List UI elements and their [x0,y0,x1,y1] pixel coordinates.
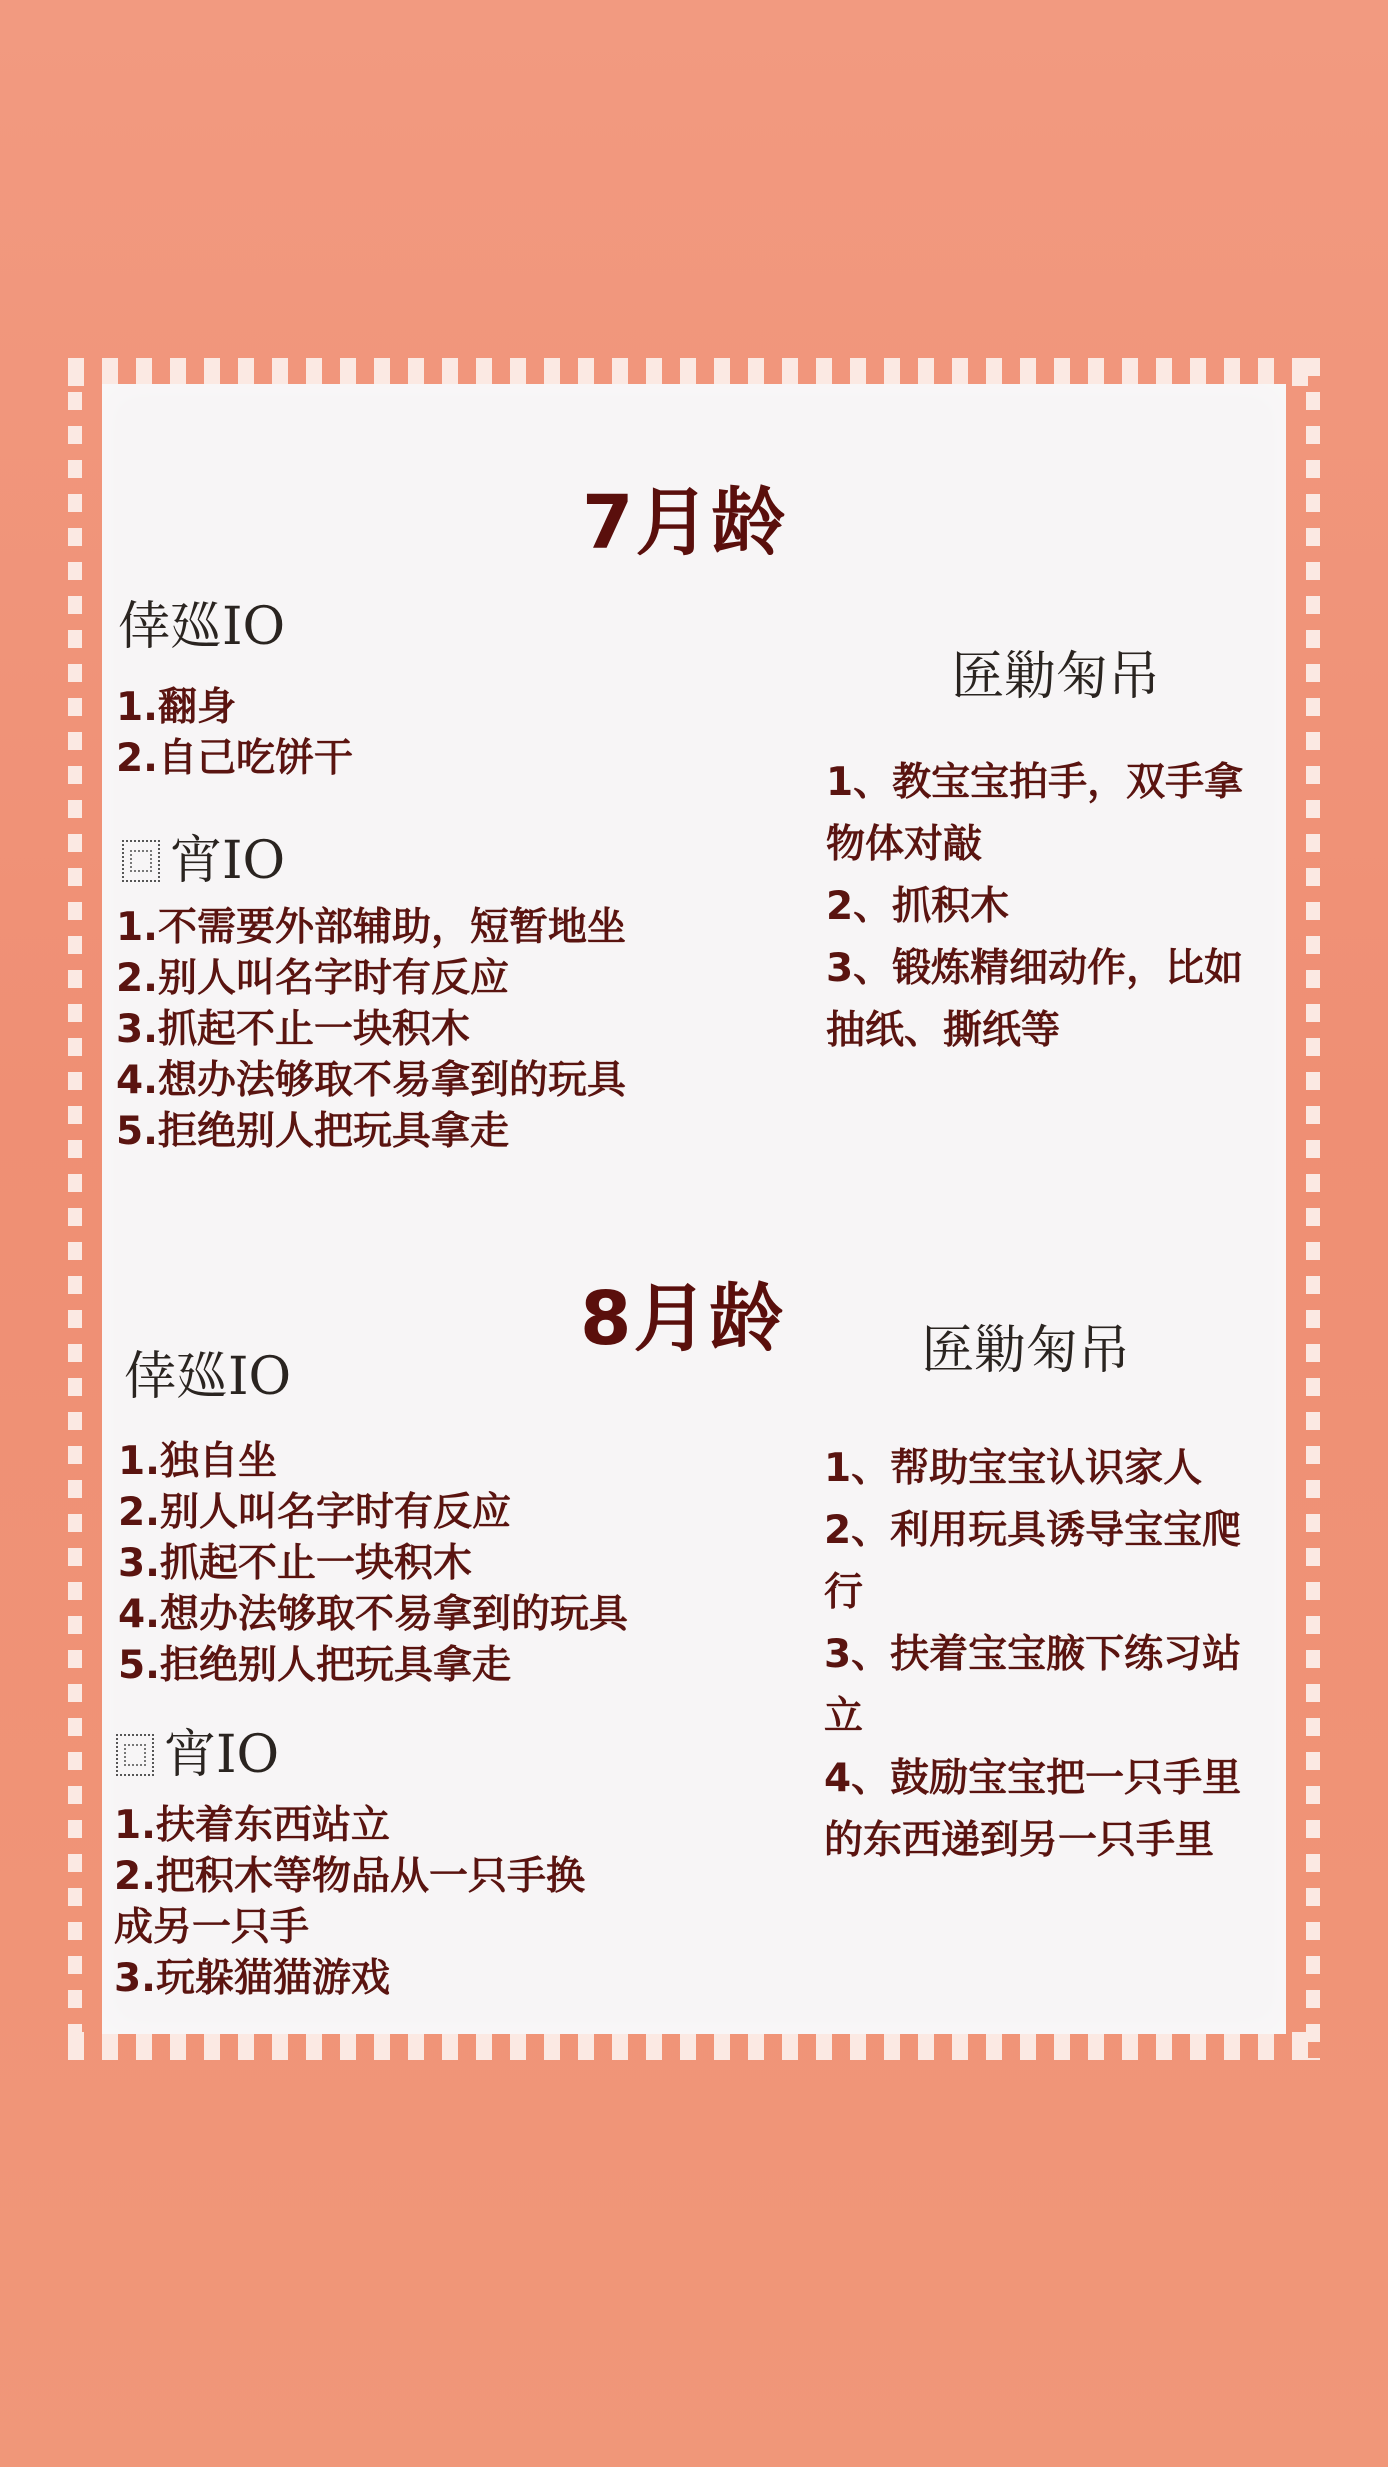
dotted-box-icon [116,1734,154,1776]
list-item: 物体对敲 [826,822,983,867]
list-item: 2、抓积木 [826,884,1010,929]
month8-left-list-2 [114,1800,585,2004]
month7-left-heading-2-text: 宵IO [170,831,286,891]
month8-left-heading-1 [124,1334,291,1409]
list-item: 抽纸、撕纸等 [826,1008,1061,1053]
month8-left-heading-2 [116,1712,279,1787]
month8-right-list [824,1438,1279,1872]
list-item: 行 [824,1570,864,1615]
list-item: 5.拒绝别人把玩具拿走 [118,1643,511,1688]
list-item: 3、扶着宝宝腋下练习站 [824,1632,1242,1677]
list-item: 4.想办法够取不易拿到的玩具 [116,1058,626,1103]
list-item: 1、教宝宝拍手，双手拿 [826,760,1244,805]
list-item: 2、利用玩具诱导宝宝爬 [824,1508,1242,1553]
month7-left-heading-1-text: 倖廵IO [118,597,286,657]
list-item: 的东西递到另一只手里 [824,1818,1215,1863]
list-item: 3.抓起不止一块积木 [118,1541,472,1586]
month8-title: 8月龄 [580,1276,786,1362]
month7-left-heading-1 [118,584,285,659]
month7-left-heading-2 [122,818,285,893]
month7-right-heading: 匥勦匊吊 [952,647,1161,707]
content-card [102,384,1286,2034]
list-item: 5.拒绝别人把玩具拿走 [116,1109,509,1154]
list-item: 2.别人叫名字时有反应 [116,956,509,1001]
stripe-border-bottom [68,2032,1320,2060]
list-item: 2.别人叫名字时有反应 [118,1490,511,1535]
list-item: 1.扶着东西站立 [114,1803,390,1848]
month7-title: 7月龄 [582,480,788,566]
month8-left-heading-1-text: 倖廵IO [124,1347,292,1407]
dotted-box-icon [122,840,160,882]
month8-right-heading: 匥勦匊吊 [922,1321,1131,1381]
list-item: 1.不需要外部辅助，短暂地坐 [116,905,626,950]
list-item: 3.玩躲猫猫游戏 [114,1956,390,2001]
list-item: 3、锻炼精细动作，比如 [826,946,1244,991]
list-item: 4、鼓励宝宝把一只手里 [824,1756,1242,1801]
list-item: 2.自己吃饼干 [116,736,353,781]
list-item: 1.独自坐 [118,1439,277,1484]
list-item: 立 [824,1694,864,1739]
stripe-border-left [68,358,82,2060]
list-item: 4.想办法够取不易拿到的玩具 [118,1592,628,1637]
month8-left-list-1 [118,1436,628,1691]
list-item: 1、帮助宝宝认识家人 [824,1446,1203,1491]
month7-left-list-1 [116,682,353,784]
stripe-border-right [1306,358,1320,2060]
list-item: 2.把积木等物品从一只手换 [114,1854,585,1899]
list-item: 1.翻身 [116,685,236,730]
month7-right-list [826,752,1276,1062]
list-item: 3.抓起不止一块积木 [116,1007,470,1052]
list-item: 成另一只手 [114,1905,310,1950]
month7-left-list-2 [116,902,626,1157]
month8-left-heading-2-text: 宵IO [164,1725,280,1785]
stripe-border-top [68,358,1320,386]
